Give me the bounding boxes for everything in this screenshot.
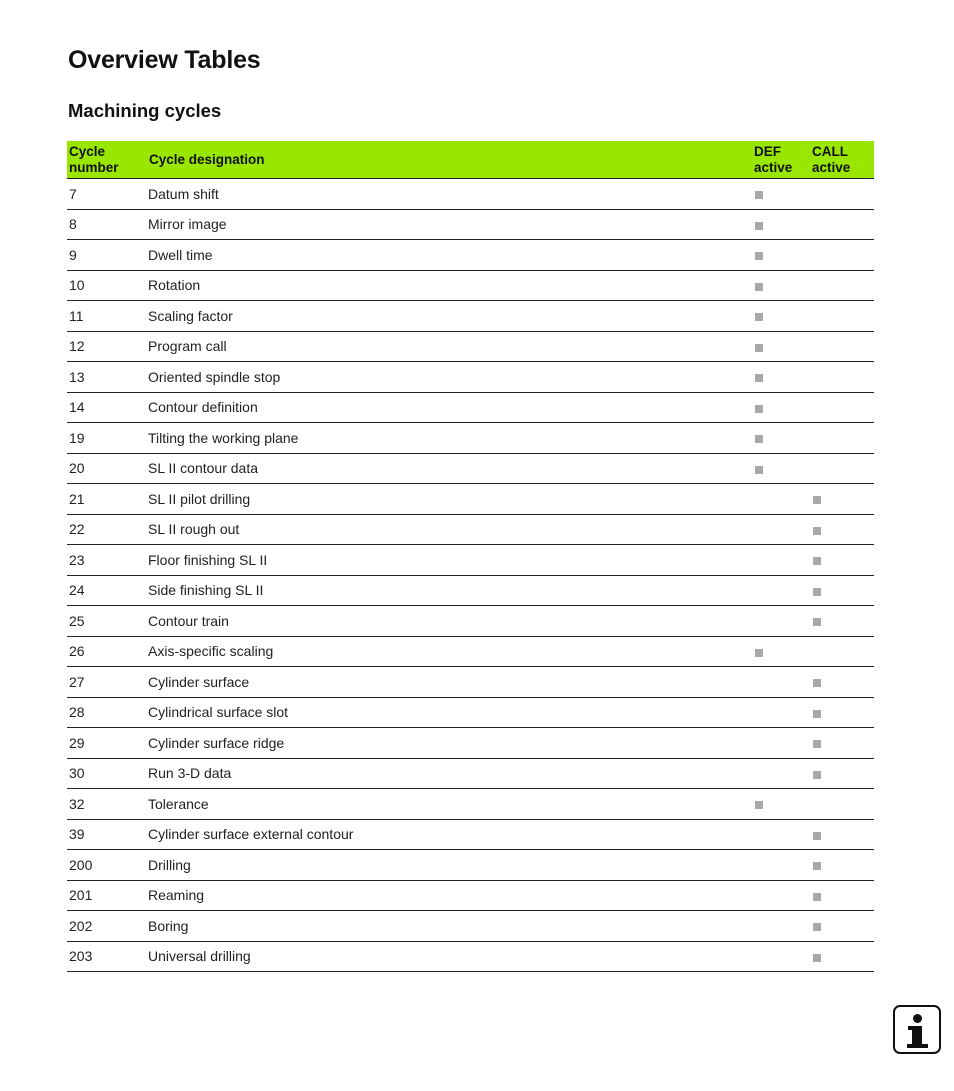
square-mark-icon bbox=[755, 344, 763, 352]
table-row bbox=[67, 575, 874, 606]
square-mark-icon bbox=[813, 527, 821, 535]
def-active-cell bbox=[752, 514, 810, 545]
table-row bbox=[67, 850, 874, 881]
call-active-cell bbox=[810, 240, 874, 271]
def-active-cell bbox=[752, 362, 810, 393]
info-icon bbox=[893, 1005, 941, 1054]
table-row bbox=[67, 362, 874, 393]
square-mark-icon bbox=[813, 832, 821, 840]
def-active-cell bbox=[752, 179, 810, 210]
table-row bbox=[67, 392, 874, 423]
cycle-number: 13 bbox=[67, 362, 143, 393]
table-row bbox=[67, 453, 874, 484]
square-mark-icon bbox=[755, 313, 763, 321]
square-mark-icon bbox=[755, 801, 763, 809]
cycle-designation: SL II rough out bbox=[143, 514, 752, 545]
call-active-cell bbox=[810, 301, 874, 332]
def-active-cell bbox=[752, 392, 810, 423]
cycle-designation: SL II pilot drilling bbox=[143, 484, 752, 515]
square-mark-icon bbox=[813, 893, 821, 901]
table-row bbox=[67, 270, 874, 301]
cycle-number: 23 bbox=[67, 545, 143, 576]
table-row bbox=[67, 911, 874, 942]
def-active-cell bbox=[752, 850, 810, 881]
table-row bbox=[67, 240, 874, 271]
cycle-designation: Boring bbox=[143, 911, 752, 942]
call-active-cell bbox=[810, 209, 874, 240]
cycle-designation: Cylinder surface ridge bbox=[143, 728, 752, 759]
def-active-cell bbox=[752, 545, 810, 576]
cycle-designation: Reaming bbox=[143, 880, 752, 911]
call-active-cell bbox=[810, 514, 874, 545]
header-cycle-number bbox=[67, 141, 143, 179]
cycle-designation: Contour definition bbox=[143, 392, 752, 423]
cycle-number: 203 bbox=[67, 941, 143, 972]
def-active-cell bbox=[752, 758, 810, 789]
table-body bbox=[67, 179, 874, 972]
cycle-designation: Universal drilling bbox=[143, 941, 752, 972]
square-mark-icon bbox=[813, 771, 821, 779]
cycle-number: 22 bbox=[67, 514, 143, 545]
call-active-cell bbox=[810, 575, 874, 606]
table-header-row bbox=[67, 141, 874, 179]
table-row bbox=[67, 484, 874, 515]
square-mark-icon bbox=[813, 923, 821, 931]
def-active-cell bbox=[752, 636, 810, 667]
cycle-designation: Program call bbox=[143, 331, 752, 362]
square-mark-icon bbox=[755, 252, 763, 260]
cycle-number: 202 bbox=[67, 911, 143, 942]
cycle-designation: Oriented spindle stop bbox=[143, 362, 752, 393]
call-active-cell bbox=[810, 362, 874, 393]
cycle-number: 28 bbox=[67, 697, 143, 728]
cycle-number: 32 bbox=[67, 789, 143, 820]
table-row bbox=[67, 545, 874, 576]
machining-cycles-table bbox=[67, 141, 874, 972]
cycle-designation: Floor finishing SL II bbox=[143, 545, 752, 576]
header-call-active bbox=[810, 141, 874, 179]
square-mark-icon bbox=[813, 954, 821, 962]
square-mark-icon bbox=[813, 740, 821, 748]
def-active-cell bbox=[752, 880, 810, 911]
table-row bbox=[67, 423, 874, 454]
cycle-number: 27 bbox=[67, 667, 143, 698]
cycle-designation: Cylinder surface bbox=[143, 667, 752, 698]
header-call-active-line-1: CALL bbox=[812, 143, 848, 159]
table-row bbox=[67, 758, 874, 789]
call-active-cell bbox=[810, 728, 874, 759]
table-row bbox=[67, 606, 874, 637]
square-mark-icon bbox=[755, 405, 763, 413]
cycle-designation: Cylinder surface external contour bbox=[143, 819, 752, 850]
call-active-cell bbox=[810, 636, 874, 667]
cycle-number: 20 bbox=[67, 453, 143, 484]
table-row bbox=[67, 789, 874, 820]
table-row bbox=[67, 880, 874, 911]
square-mark-icon bbox=[755, 283, 763, 291]
table-row bbox=[67, 514, 874, 545]
header-call-active-line-2: active bbox=[812, 159, 851, 175]
table-row bbox=[67, 667, 874, 698]
table-row bbox=[67, 209, 874, 240]
def-active-cell bbox=[752, 270, 810, 301]
cycle-number: 30 bbox=[67, 758, 143, 789]
table-row bbox=[67, 697, 874, 728]
cycle-number: 10 bbox=[67, 270, 143, 301]
section-title: Machining cycles bbox=[68, 100, 222, 121]
cycle-number: 9 bbox=[67, 240, 143, 271]
cycle-number: 26 bbox=[67, 636, 143, 667]
cycle-number: 200 bbox=[67, 850, 143, 881]
cycle-number: 29 bbox=[67, 728, 143, 759]
cycle-number: 8 bbox=[67, 209, 143, 240]
square-mark-icon bbox=[755, 222, 763, 230]
call-active-cell bbox=[810, 331, 874, 362]
cycle-number: 7 bbox=[67, 179, 143, 210]
cycle-number: 39 bbox=[67, 819, 143, 850]
cycle-number: 21 bbox=[67, 484, 143, 515]
call-active-cell bbox=[810, 911, 874, 942]
cycle-designation: Tolerance bbox=[143, 789, 752, 820]
cycle-number: 19 bbox=[67, 423, 143, 454]
def-active-cell bbox=[752, 209, 810, 240]
call-active-cell bbox=[810, 392, 874, 423]
def-active-cell bbox=[752, 728, 810, 759]
call-active-cell bbox=[810, 758, 874, 789]
def-active-cell bbox=[752, 911, 810, 942]
call-active-cell bbox=[810, 850, 874, 881]
cycle-designation: Scaling factor bbox=[143, 301, 752, 332]
square-mark-icon bbox=[813, 496, 821, 504]
call-active-cell bbox=[810, 880, 874, 911]
square-mark-icon bbox=[813, 557, 821, 565]
table-row bbox=[67, 636, 874, 667]
cycle-designation: Side finishing SL II bbox=[143, 575, 752, 606]
def-active-cell bbox=[752, 484, 810, 515]
cycle-designation: Tilting the working plane bbox=[143, 423, 752, 454]
cycle-number: 14 bbox=[67, 392, 143, 423]
cycle-designation: Run 3-D data bbox=[143, 758, 752, 789]
table-row bbox=[67, 728, 874, 759]
cycle-designation: Mirror image bbox=[143, 209, 752, 240]
call-active-cell bbox=[810, 667, 874, 698]
cycle-designation: Rotation bbox=[143, 270, 752, 301]
header-cycle-number-line-1: Cycle bbox=[69, 143, 106, 159]
def-active-cell bbox=[752, 423, 810, 454]
call-active-cell bbox=[810, 606, 874, 637]
cycle-designation: Drilling bbox=[143, 850, 752, 881]
cycle-designation: Contour train bbox=[143, 606, 752, 637]
def-active-cell bbox=[752, 789, 810, 820]
square-mark-icon bbox=[755, 649, 763, 657]
square-mark-icon bbox=[813, 862, 821, 870]
call-active-cell bbox=[810, 789, 874, 820]
cycle-designation: SL II contour data bbox=[143, 453, 752, 484]
call-active-cell bbox=[810, 819, 874, 850]
header-def-active-line-1: DEF bbox=[754, 143, 781, 159]
square-mark-icon bbox=[755, 191, 763, 199]
call-active-cell bbox=[810, 484, 874, 515]
square-mark-icon bbox=[755, 466, 763, 474]
square-mark-icon bbox=[813, 588, 821, 596]
def-active-cell bbox=[752, 941, 810, 972]
def-active-cell bbox=[752, 240, 810, 271]
def-active-cell bbox=[752, 331, 810, 362]
call-active-cell bbox=[810, 453, 874, 484]
call-active-cell bbox=[810, 545, 874, 576]
def-active-cell bbox=[752, 453, 810, 484]
call-active-cell bbox=[810, 697, 874, 728]
def-active-cell bbox=[752, 667, 810, 698]
header-cycle-designation: Cycle designation bbox=[143, 141, 752, 179]
square-mark-icon bbox=[813, 618, 821, 626]
cycle-number: 11 bbox=[67, 301, 143, 332]
header-def-active bbox=[752, 141, 810, 179]
def-active-cell bbox=[752, 301, 810, 332]
square-mark-icon bbox=[813, 679, 821, 687]
call-active-cell bbox=[810, 423, 874, 454]
table-row bbox=[67, 819, 874, 850]
cycle-designation: Cylindrical surface slot bbox=[143, 697, 752, 728]
cycle-number: 12 bbox=[67, 331, 143, 362]
table-row bbox=[67, 331, 874, 362]
table-row bbox=[67, 941, 874, 972]
def-active-cell bbox=[752, 819, 810, 850]
cycle-number: 25 bbox=[67, 606, 143, 637]
def-active-cell bbox=[752, 606, 810, 637]
cycle-designation: Dwell time bbox=[143, 240, 752, 271]
call-active-cell bbox=[810, 270, 874, 301]
square-mark-icon bbox=[755, 435, 763, 443]
header-def-active-line-2: active bbox=[754, 159, 793, 175]
cycle-designation: Axis-specific scaling bbox=[143, 636, 752, 667]
def-active-cell bbox=[752, 575, 810, 606]
cycle-designation: Datum shift bbox=[143, 179, 752, 210]
square-mark-icon bbox=[813, 710, 821, 718]
square-mark-icon bbox=[755, 374, 763, 382]
table-row bbox=[67, 179, 874, 210]
cycle-number: 201 bbox=[67, 880, 143, 911]
cycle-number: 24 bbox=[67, 575, 143, 606]
header-cycle-number-line-2: number bbox=[69, 159, 119, 175]
table-row bbox=[67, 301, 874, 332]
page-title: Overview Tables bbox=[68, 46, 261, 74]
call-active-cell bbox=[810, 179, 874, 210]
call-active-cell bbox=[810, 941, 874, 972]
def-active-cell bbox=[752, 697, 810, 728]
